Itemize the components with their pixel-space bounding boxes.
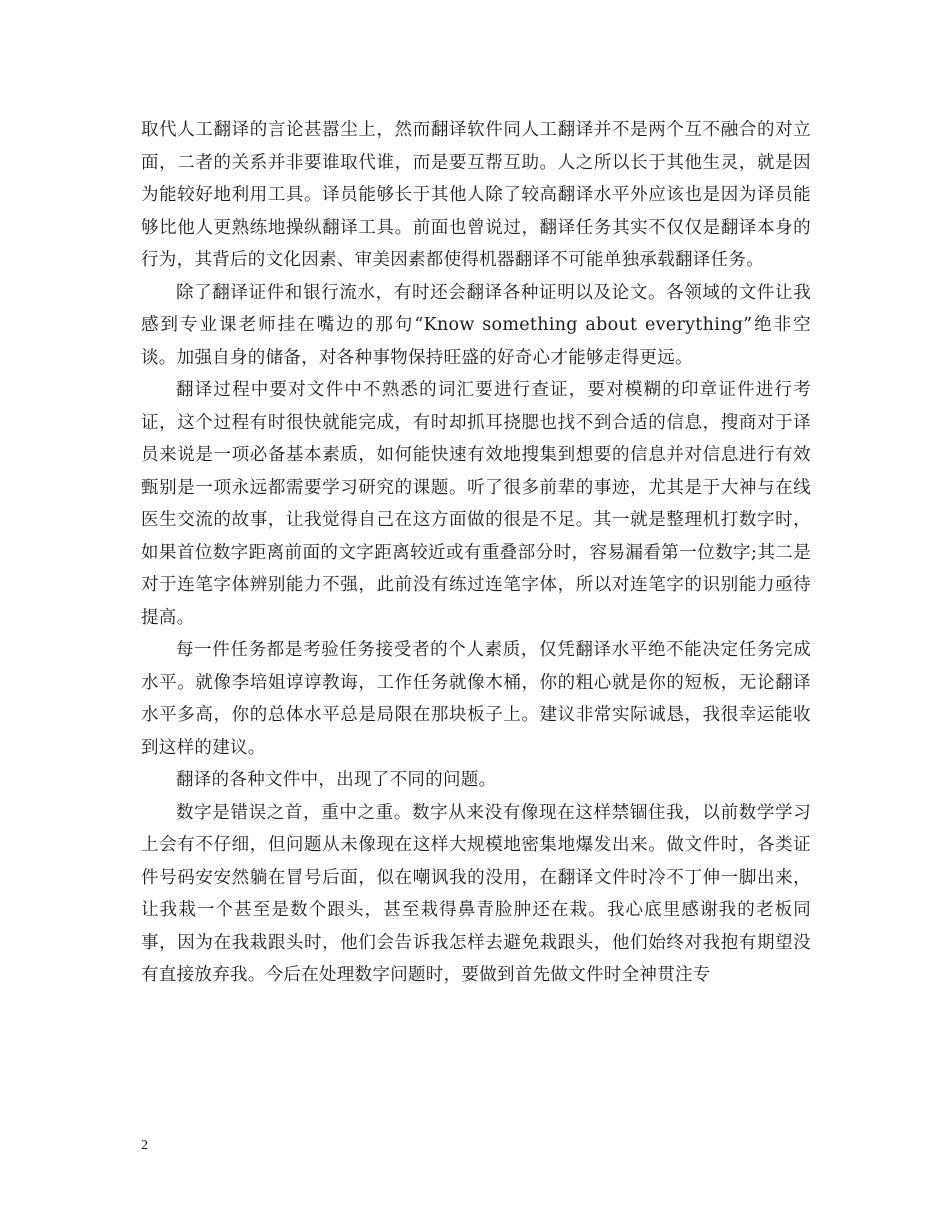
paragraph: 每一件任务都是考验任务接受者的个人素质，仅凭翻译水平绝不能决定任务完成水平。就像李培姐谆谆教诲，工作任务就像木桶，你的粗心就是你的短板，无论翻译水平多高，你的总体水平总是局限在那块板子上。建议非常实际诚恳，我很幸运能收到这样的建议。 [141,640,811,758]
page-number: 2 [141,1138,148,1153]
body-text [141,114,811,992]
paragraph: 翻译过程中要对文件中不熟悉的词汇要进行查证，要对模糊的印章证件进行考证，这个过程有时很快就能完成，有时却抓耳挠腮也找不到合适的信息，搜商对于译员来说是一项必备基本素质，如何能快速有效地搜集到想要的信息并对信息进行有效甄别是一项永远都需要学习研究的课题。听了很多前辈的事迹，尤其是于大神与在线医生交流的故事，让我觉得自己在这方面做的很是不足。其一就是整理机打数字时，如果首位数字距离前面的文字距离较近或有重叠部分时，容易漏看第一位数字;其二是对于连笔字体辨别能力不强，此前没有练过连笔字体，所以对连笔字的识别能力亟待提高。 [141,380,811,628]
paragraph: 除了翻译证件和银行流水，有时还会翻译各种证明以及论文。各领域的文件让我感到专业课老师挂在嘴边的那句“Know something about everything”绝非空谈。加强自身的储备，对各种事物保持旺盛的好奇心才能够走得更远。 [141,282,811,368]
paragraph: 翻译的各种文件中，出现了不同的问题。 [176,770,497,790]
paragraph: 数字是错误之首，重中之重。数字从来没有像现在这样禁锢住我，以前数学学习上会有不仔细，但问题从未像现在这样大规模地密集地爆发出来。做文件时，各类证件号码安安然躺在冒号后面，似在嘲讽我的没用，在翻译文件时冷不丁伸一脚出来，让我栽一个甚至是数个跟头，甚至栽得鼻青脸肿还在栽。我心底里感谢我的老板同事，因为在我栽跟头时，他们会告诉我怎样去避免栽跟头，他们始终对我抱有期望没有直接放弃我。今后在处理数字问题时，要做到首先做文件时全神贯注专 [141,802,811,985]
paragraph-continuation: 取代人工翻译的言论甚嚣尘上，然而翻译软件同人工翻译并不是两个互不融合的对立面，二者的关系并非要谁取代谁，而是要互帮互助。人之所以长于其他生灵，就是因为能较好地利用工具。译员能够长于其他人除了较高翻译水平外应该也是因为译员能够比他人更熟练地操纵翻译工具。前面也曾说过，翻译任务其实不仅仅是翻译本身的行为，其背后的文化因素、审美因素都使得机器翻译不可能单独承载翻译任务。 [141,120,811,270]
